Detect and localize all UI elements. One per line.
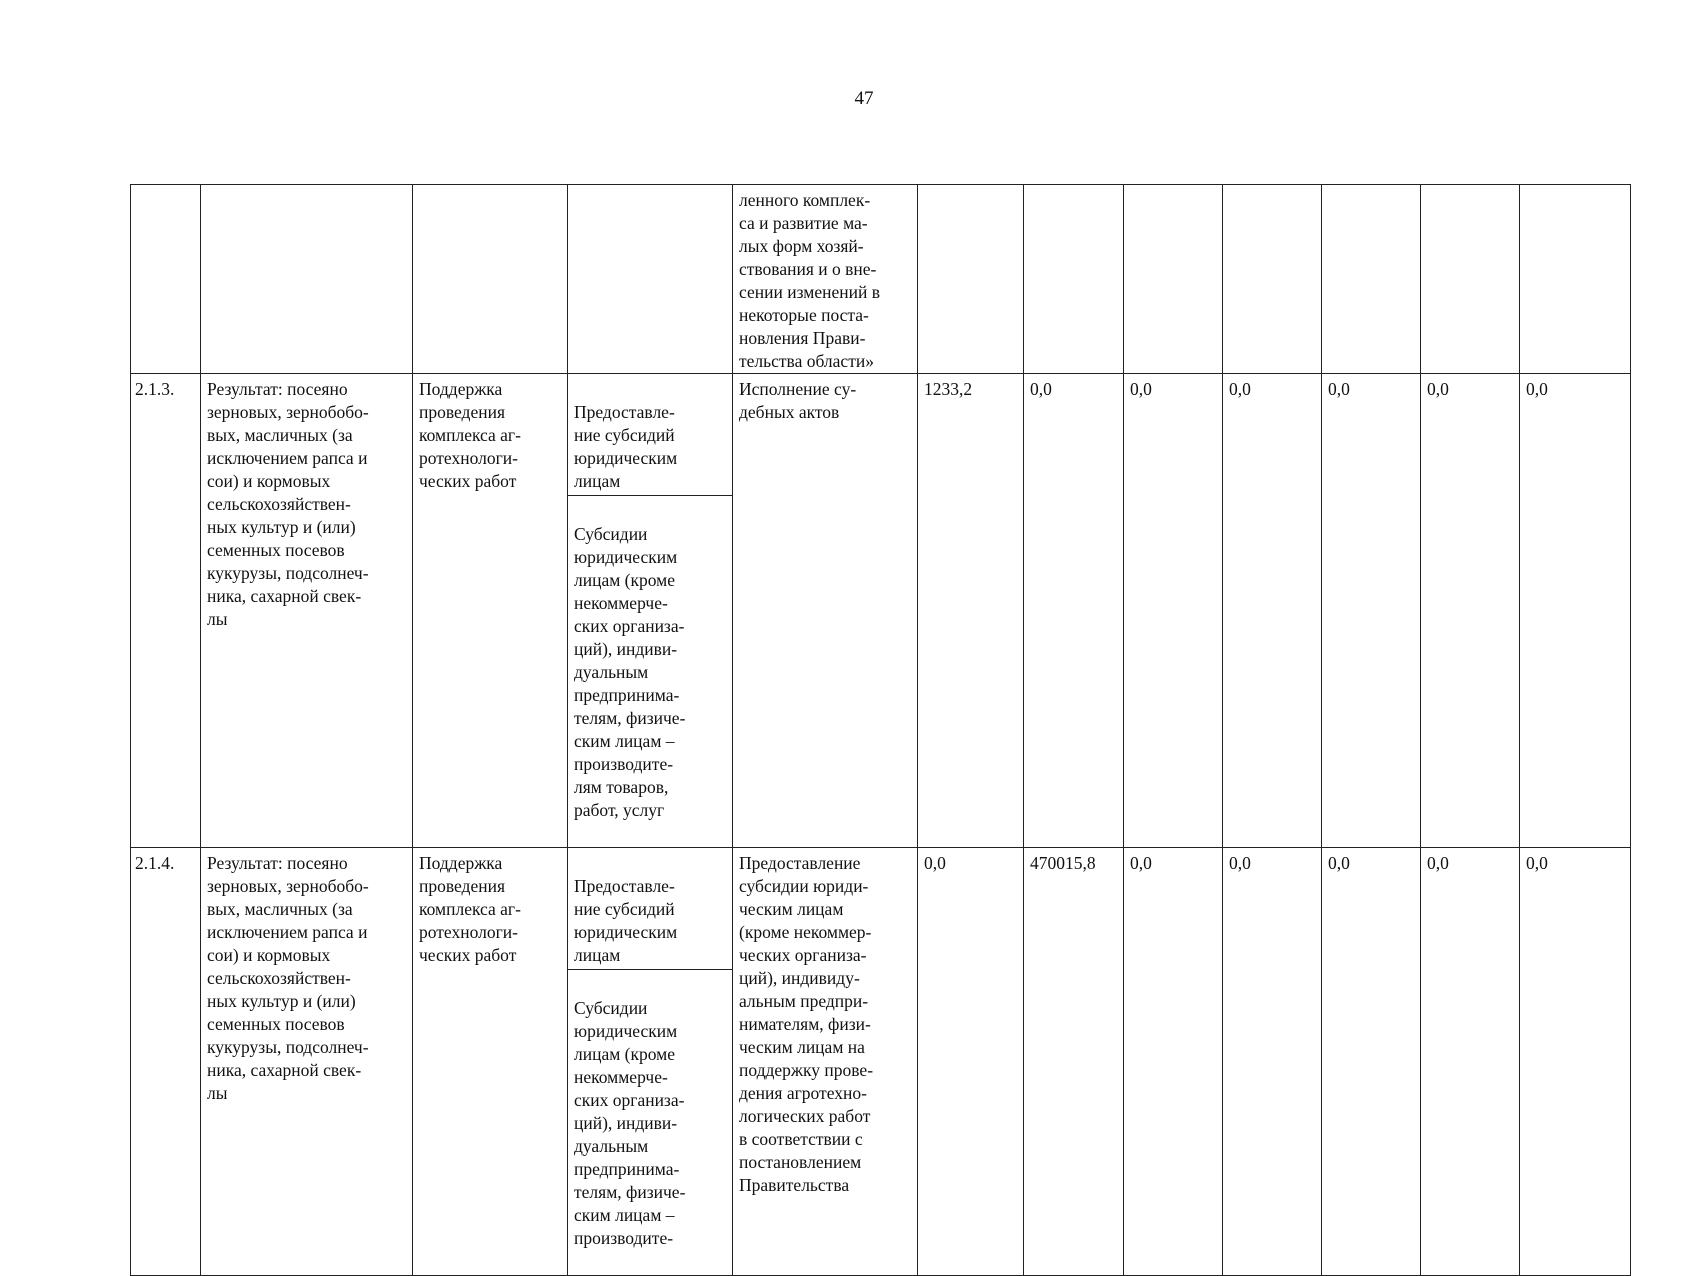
row-value-cell: 0,0: [1124, 374, 1223, 848]
row-result-cell: Результат: посеяно зерновых, зернобобо- вых, масличных (за исключением рапса и сои) и кормовых сельскохозяйствен- ных культур и (или) семенных посевов кукурузы, подсолнеч- ника, сахарной свек- лы: [201, 374, 413, 848]
row-code-cell: 2.1.3.: [131, 374, 201, 848]
row-value-cell: [918, 185, 1024, 374]
budget-table: [130, 184, 1631, 1276]
row-value-cell: 0,0: [1223, 848, 1322, 1276]
row-code-cell: [131, 185, 201, 374]
table-row: [131, 848, 1631, 1276]
row-value-cell: [1520, 185, 1631, 374]
recipient-type-label: Предоставле- ние субсидий юридическим лицам: [568, 397, 732, 496]
recipient-detail-label: Субсидии юридическим лицам (кроме некоммерче- ских организа- ций), индиви- дуальным предпринима- телям, физиче- ским лицам – производите- лям товаров, работ, услуг: [574, 524, 686, 820]
row-basis-cell: Предоставление субсидии юриди- ческим лицам (кроме некоммер- ческих организа- ций), индивиду- альным предпри- нимателям, физи- ческим лицам на поддержку прове- дения агротехно- логических работ в соответствии с постановлением Правительства: [733, 848, 918, 1276]
row-measure-cell: [413, 185, 568, 374]
row-value-cell: [1322, 185, 1421, 374]
table-row: [131, 374, 1631, 848]
row-value-cell: 0,0: [1421, 848, 1520, 1276]
row-value-cell: [1421, 185, 1520, 374]
row-value-cell: 0,0: [1322, 374, 1421, 848]
row-recipient-cell: [568, 374, 733, 848]
page-number: 47: [854, 88, 874, 109]
row-value-cell: 1233,2: [918, 374, 1024, 848]
row-result-cell: Результат: посеяно зерновых, зернобобо- вых, масличных (за исключением рапса и сои) и кормовых сельскохозяйствен- ных культур и (или) семенных посевов кукурузы, подсолнеч- ника, сахарной свек- лы: [201, 848, 413, 1276]
row-value-cell: 0,0: [918, 848, 1024, 1276]
row-value-cell: 0,0: [1322, 848, 1421, 1276]
row-value-cell: 0,0: [1520, 848, 1631, 1276]
row-value-cell: 0,0: [1421, 374, 1520, 848]
recipient-detail-label: Субсидии юридическим лицам (кроме некоммерче- ских организа- ций), индиви- дуальным предпринима- телям, физиче- ским лицам – производите-: [574, 998, 686, 1248]
row-value-cell: [1024, 185, 1124, 374]
row-recipient-cell: [568, 185, 733, 374]
row-basis-cell: Исполнение су- дебных актов: [733, 374, 918, 848]
recipient-type-label: Предоставле- ние субсидий юридическим лицам: [568, 871, 732, 970]
row-value-cell: 470015,8: [1024, 848, 1124, 1276]
row-basis-cell: ленного комплек- са и развитие ма- лых форм хозяй- ствования и о вне- сении изменений в некоторые поста- новления Прави- тельства области»: [733, 185, 918, 374]
row-value-cell: [1124, 185, 1223, 374]
row-value-cell: [1223, 185, 1322, 374]
row-code-cell: 2.1.4.: [131, 848, 201, 1276]
row-result-cell: [201, 185, 413, 374]
row-value-cell: 0,0: [1124, 848, 1223, 1276]
row-value-cell: 0,0: [1520, 374, 1631, 848]
row-measure-cell: Поддержка проведения комплекса аг- ротехнологи- ческих работ: [413, 848, 568, 1276]
table-row: [131, 185, 1631, 374]
row-value-cell: 0,0: [1024, 374, 1124, 848]
row-value-cell: 0,0: [1223, 374, 1322, 848]
row-measure-cell: Поддержка проведения комплекса аг- ротехнологи- ческих работ: [413, 374, 568, 848]
row-recipient-cell: [568, 848, 733, 1276]
